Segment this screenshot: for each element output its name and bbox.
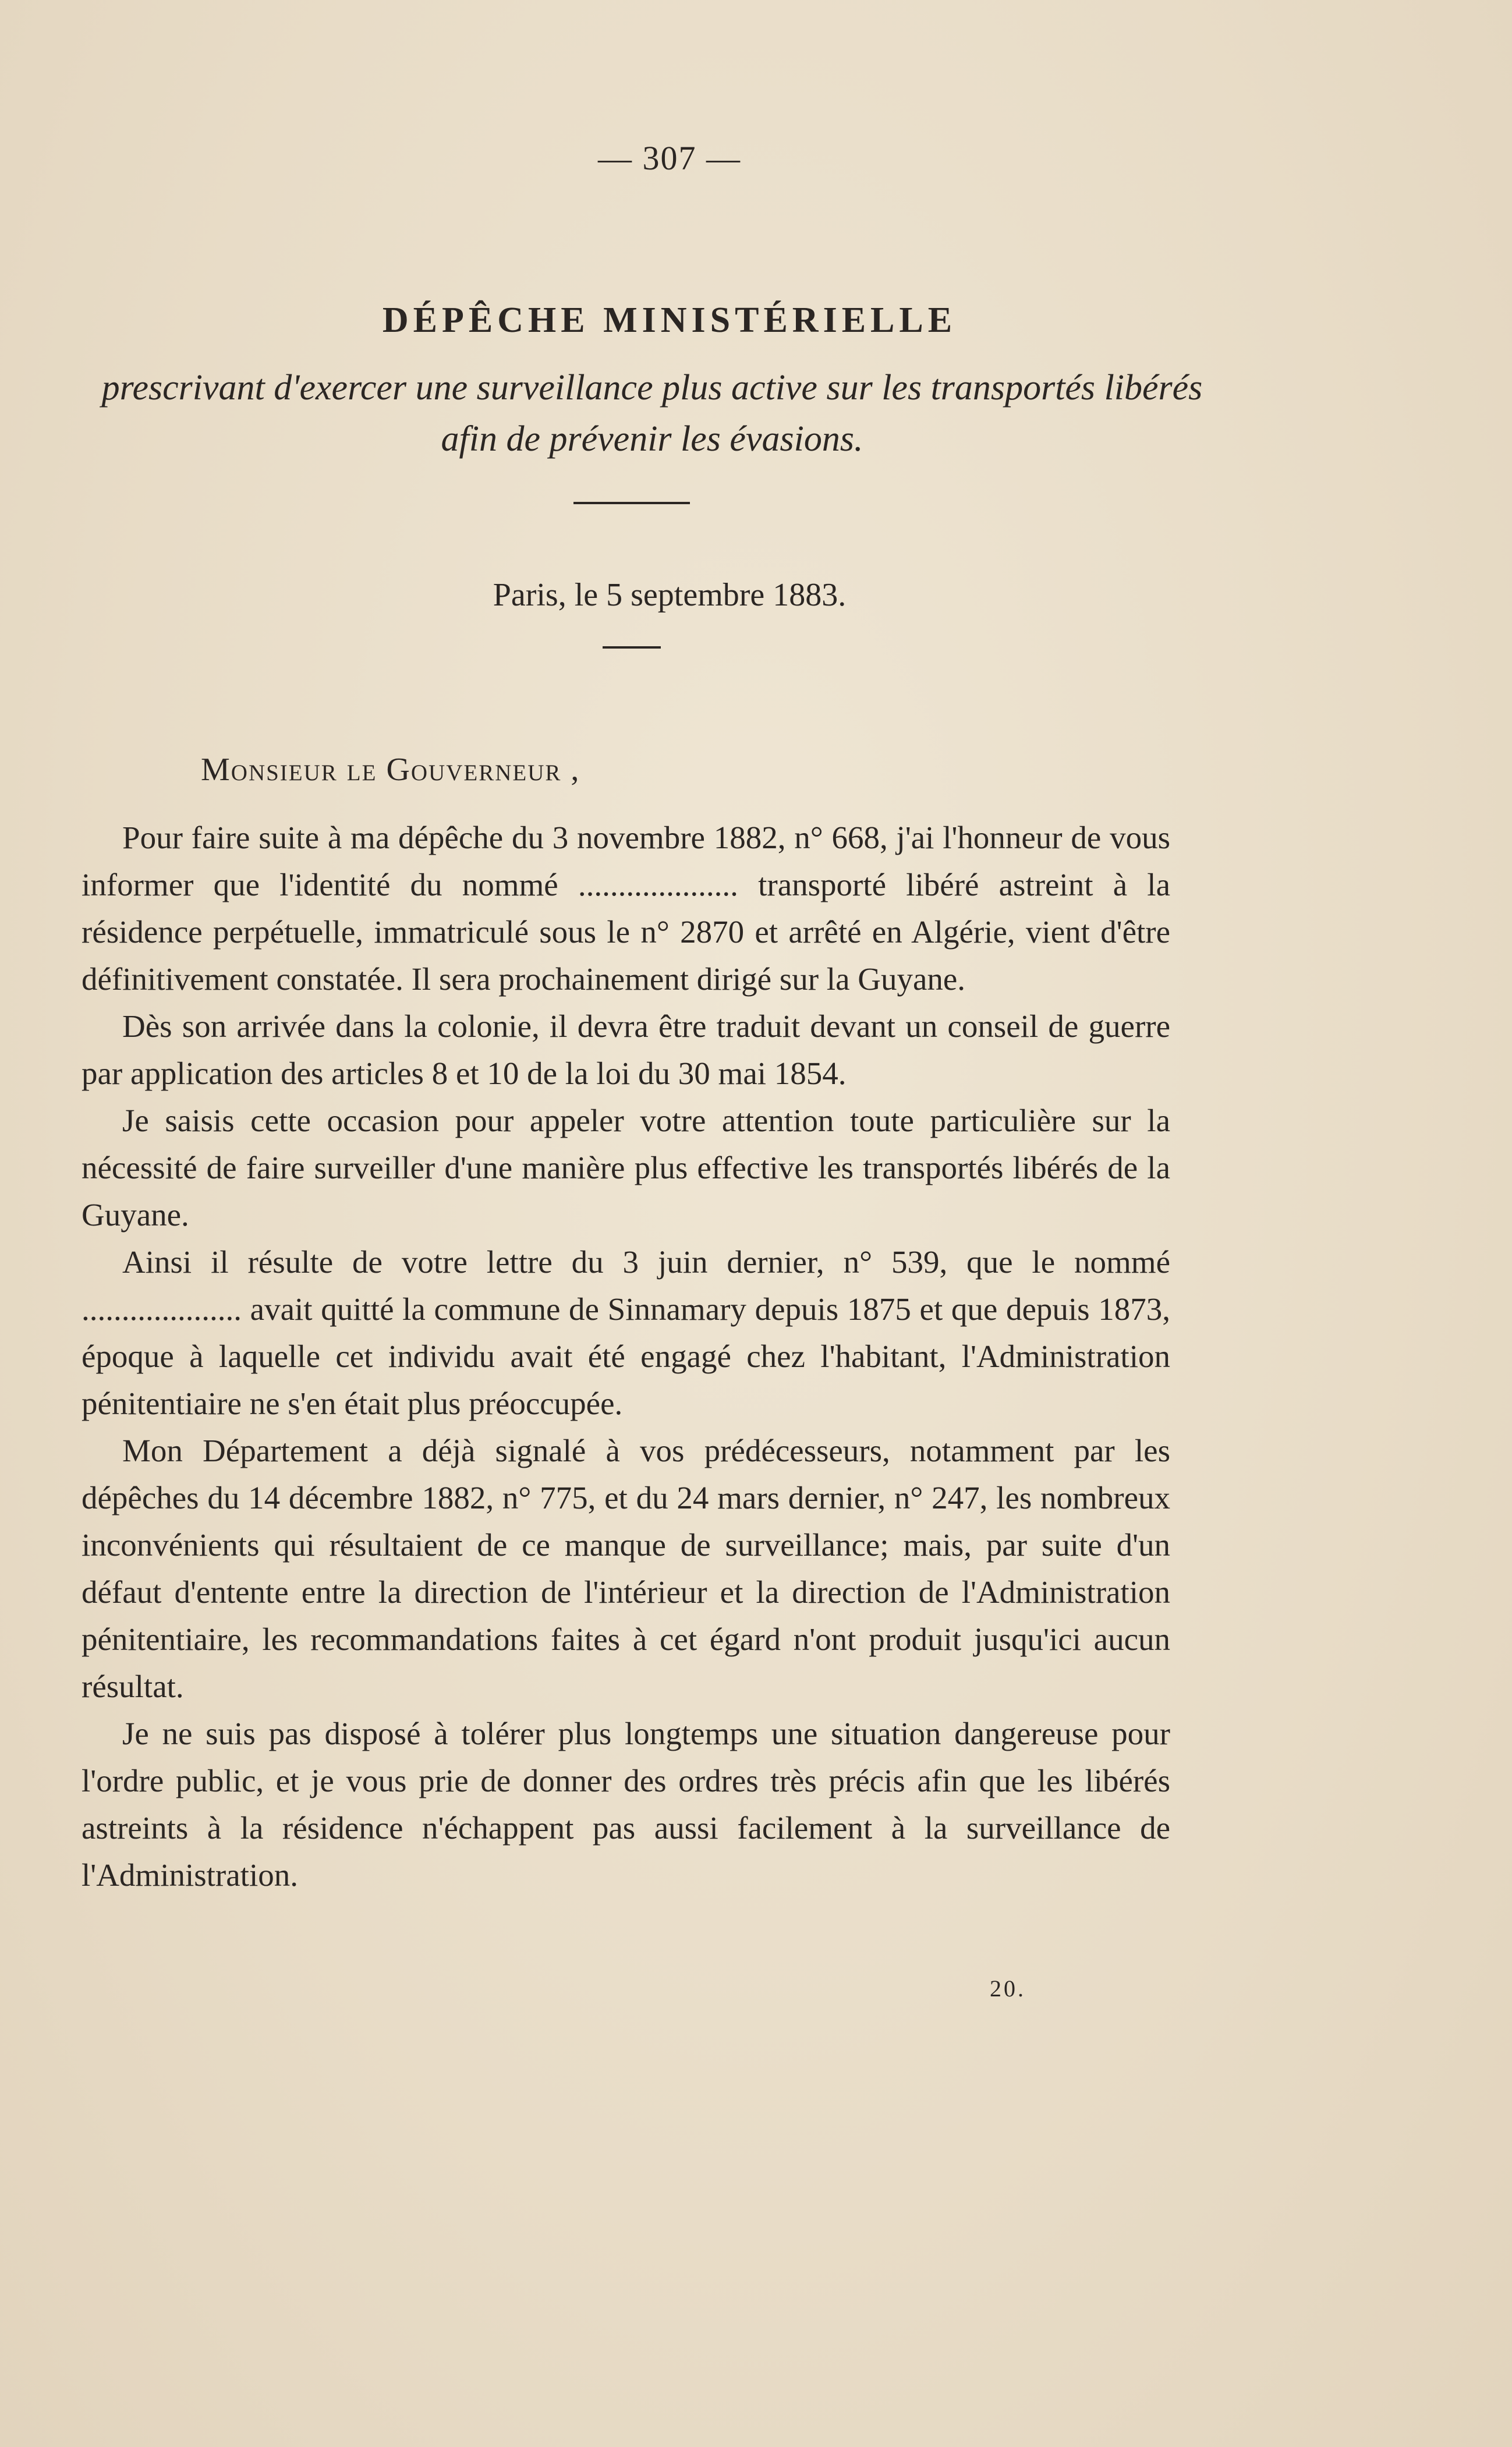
paragraph: Pour faire suite à ma dépêche du 3 novembre 1882, n° 668, j'ai l'honneur de vous informer que l'identité du nommé .................... transporté libéré astreint à la résidence perpétuelle, immatriculé sous le n° 2870 et arrêté en Algérie, vient d'être définitivement constatée. Il sera prochainement dirigé sur la Guyane. bbox=[82, 820, 1170, 997]
document-subtitle bbox=[70, 362, 1234, 465]
page-number: — 307 — bbox=[598, 139, 741, 177]
paragraph: Je ne suis pas disposé à tolérer plus longtemps une situation dangereuse pour l'ordre public, et je vous prie de donner des ordres très précis afin que les libérés astreints à la résidence n'échappent pas aussi facilement à la surveillance de l'Administration. bbox=[82, 1716, 1170, 1893]
separator-rule-short bbox=[603, 646, 661, 649]
subtitle-line-1: prescrivant d'exercer une surveillance plus active sur les transportés libérés bbox=[101, 368, 1203, 408]
document-title: DÉPÊCHE MINISTÉRIELLE bbox=[382, 300, 957, 340]
paragraph: Mon Département a déjà signalé à vos prédécesseurs, notamment par les dépêches du 14 décembre 1882, n° 775, et du 24 mars dernier, n° 247, les nombreux inconvénients qui résultaient de ce manque de surveillance; mais, par suite d'un défaut d'entente entre la direction de l'intérieur et la direction de l'Administration pénitentiaire, les recommandations faites à cet égard n'ont produit jusqu'ici aucun résultat. bbox=[82, 1433, 1170, 1704]
salutation: Monsieur le Gouverneur , bbox=[201, 752, 580, 788]
letter-body bbox=[82, 814, 1170, 1899]
subtitle-line-2: afin de prévenir les évasions. bbox=[441, 419, 863, 459]
dateline: Paris, le 5 septembre 1883. bbox=[493, 577, 847, 613]
paragraph: Je saisis cette occasion pour appeler votre attention toute particulière sur la nécessité de faire surveiller d'une manière plus effective les transportés libérés de la Guyane. bbox=[82, 1103, 1170, 1233]
separator-rule bbox=[573, 502, 690, 504]
paragraph: Ainsi il résulte de votre lettre du 3 juin dernier, n° 539, que le nommé .................... avait quitté la commune de Sinnamary depuis 1875 et que depuis 1873, époque à laquelle cet individu avait été engagé chez l'habitant, l'Administration pénitentiaire ne s'en était plus préoccupée. bbox=[82, 1244, 1170, 1421]
signature-mark: 20. bbox=[990, 1975, 1026, 2002]
paragraph: Dès son arrivée dans la colonie, il devra être traduit devant un conseil de guerre par application des articles 8 et 10 de la loi du 30 mai 1854. bbox=[82, 1008, 1170, 1091]
